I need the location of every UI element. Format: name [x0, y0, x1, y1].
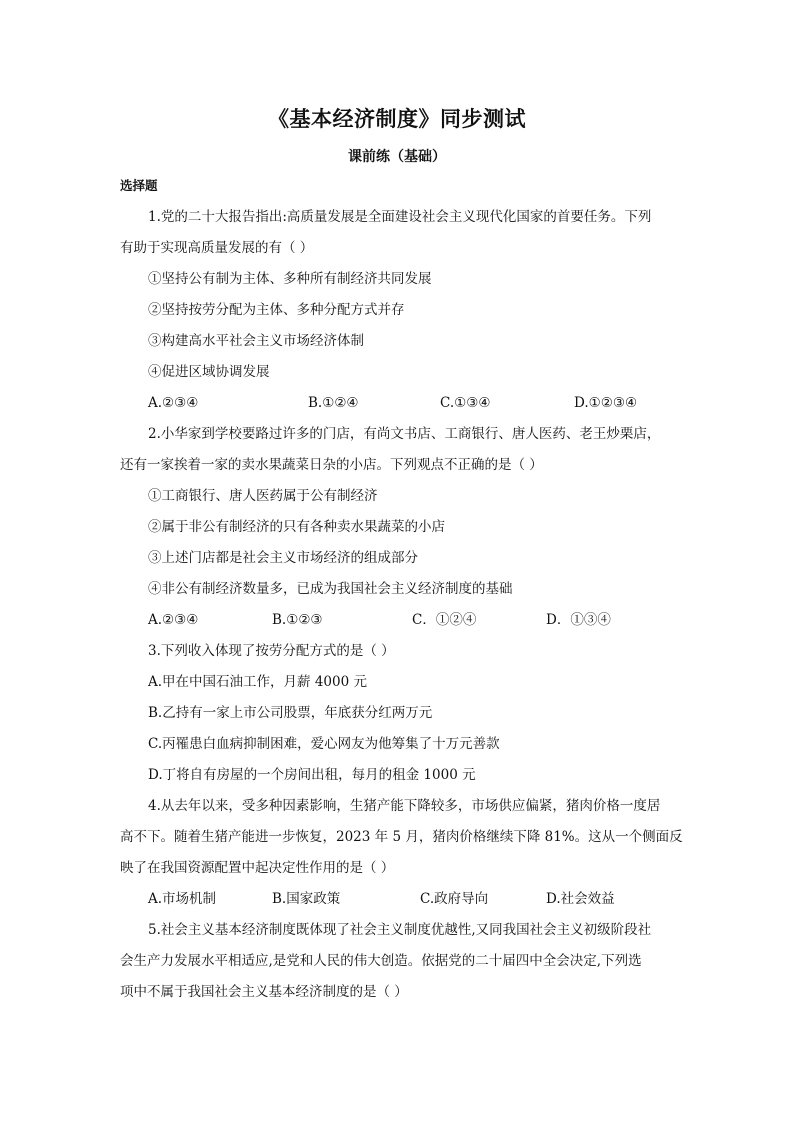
question-2-item-2: ②属于非公有制经济的只有各种卖水果蔬菜的小店 [148, 519, 445, 535]
question-3-option-d: D.丁将自有房屋的一个房间出租，每月的租金 1000 元 [148, 767, 476, 783]
question-2-options [120, 607, 680, 638]
question-3-option-a: A.甲在中国石油工作，月薪 4000 元 [148, 674, 367, 690]
section-heading: 选择题 [120, 178, 158, 193]
question-4-option-c: C.政府导向 [420, 891, 489, 907]
question-4-options [120, 886, 680, 917]
question-3-line-1: 3.下列收入体现了按劳分配方式的是（ ） [148, 643, 395, 659]
question-3-option-b: B.乙持有一家上市公司股票，年底获分红两万元 [148, 705, 433, 721]
question-1-line-2: 有助于实现高质量发展的有（ ） [120, 240, 314, 256]
question-2-item-1: ①工商银行、唐人医药属于公有制经济 [148, 488, 378, 504]
question-1-option-d: D.①②③④ [574, 395, 638, 411]
question-1-option-c: C.①③④ [440, 395, 491, 411]
question-3-option-c: C.丙罹患白血病抑制困难，爱心网友为他筹集了十万元善款 [148, 736, 500, 752]
question-4-option-b: B.国家政策 [272, 891, 341, 907]
question-1-options [120, 390, 680, 421]
question-1-item-2: ②坚持按劳分配为主体、多种分配方式并存 [148, 302, 405, 318]
question-4-option-d: D.社会效益 [546, 891, 615, 907]
question-4-line-2: 高不下。随着生猪产能进一步恢复，2023 年 5 月，猪肉价格继续下降 81%。这从一个侧面反 [120, 829, 683, 845]
question-1-option-a: A.②③④ [148, 395, 199, 411]
question-2-line-2: 还有一家挨着一家的卖水果蔬菜日杂的小店。下列观点不正确的是（ ） [120, 457, 543, 473]
document-title: 《基本经济制度》同步测试 [268, 106, 526, 131]
question-2-option-a: A.②③④ [148, 612, 199, 628]
question-5-line-2: 会生产力发展水平相适应,是党和人民的伟大创造。依据党的二十届四中全会决定,下列选 [120, 953, 642, 969]
document-subtitle: 课前练（基础） [348, 149, 446, 165]
question-4-option-a: A.市场机制 [148, 891, 217, 907]
question-list [120, 204, 683, 1010]
question-2-option-d: D．①③④ [546, 612, 611, 628]
question-2-item-4: ④非公有制经济数量多，已成为我国社会主义经济制度的基础 [148, 581, 513, 597]
question-5-line-3: 项中不属于我国社会主义基本经济制度的是（ ） [120, 984, 408, 1000]
question-2-option-c: C．①②④ [412, 612, 477, 628]
question-2-line-1: 2.小华家到学校要路过许多的门店，有尚文书店、工商银行、唐人医药、老王炒栗店， [148, 426, 661, 442]
question-4-line-3: 映了在我国资源配置中起决定性作用的是（ ） [120, 860, 395, 876]
question-1-item-3: ③构建高水平社会主义市场经济体制 [148, 333, 364, 349]
question-2-item-3: ③上述门店都是社会主义市场经济的组成部分 [148, 550, 418, 566]
question-1-option-b: B.①②④ [308, 395, 359, 411]
question-4-line-1: 4.从去年以来，受多种因素影响，生猪产能下降较多，市场供应偏紧，猪肉价格一度居 [148, 798, 661, 814]
question-1-line-1: 1.党的二十大报告指出:高质量发展是全面建设社会主义现代化国家的首要任务。下列 [148, 209, 652, 225]
question-1-item-1: ①坚持公有制为主体、多种所有制经济共同发展 [148, 271, 432, 287]
question-2-option-b: B.①②③ [272, 612, 323, 628]
question-1-item-4: ④促进区域协调发展 [148, 364, 270, 380]
question-5-line-1: 5.社会主义基本经济制度既体现了社会主义制度优越性,又同我国社会主义初级阶段社 [148, 922, 652, 938]
